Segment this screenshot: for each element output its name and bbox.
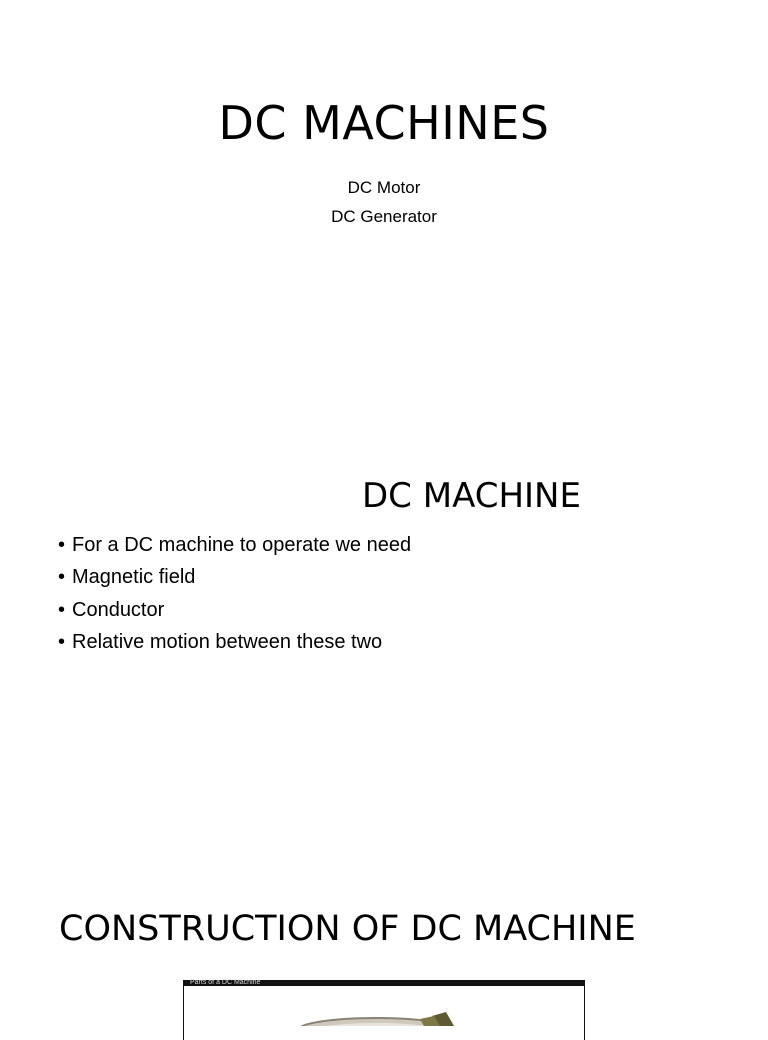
subtitle-dc-generator: DC Generator — [331, 207, 437, 226]
dc-machine-photo-icon — [184, 986, 583, 1026]
slide-title-construction: CONSTRUCTION OF DC MACHINE — [59, 909, 636, 949]
image-caption: Parts of a DC Machine — [190, 979, 261, 986]
list-item — [58, 597, 411, 629]
bullet-marker: • — [58, 630, 66, 653]
bullet-text: Relative motion between these two — [72, 630, 383, 653]
bullet-list — [58, 532, 411, 661]
bullet-text: Magnetic field — [72, 566, 196, 589]
slide-title-dc-machines: DC MACHINES — [218, 96, 550, 150]
bullet-text: For a DC machine to operate we need — [72, 534, 412, 556]
bullet-marker: • — [58, 534, 66, 556]
subtitle-dc-motor: DC Motor — [347, 178, 421, 197]
dc-machine-image — [183, 980, 585, 1040]
list-item — [58, 532, 411, 564]
bullet-text: Conductor — [72, 598, 165, 621]
bullet-marker: • — [58, 566, 66, 589]
list-item — [58, 629, 411, 661]
bullet-marker: • — [58, 598, 66, 621]
list-item — [58, 564, 411, 596]
slide-title-dc-machine: DC MACHINE — [362, 476, 581, 516]
